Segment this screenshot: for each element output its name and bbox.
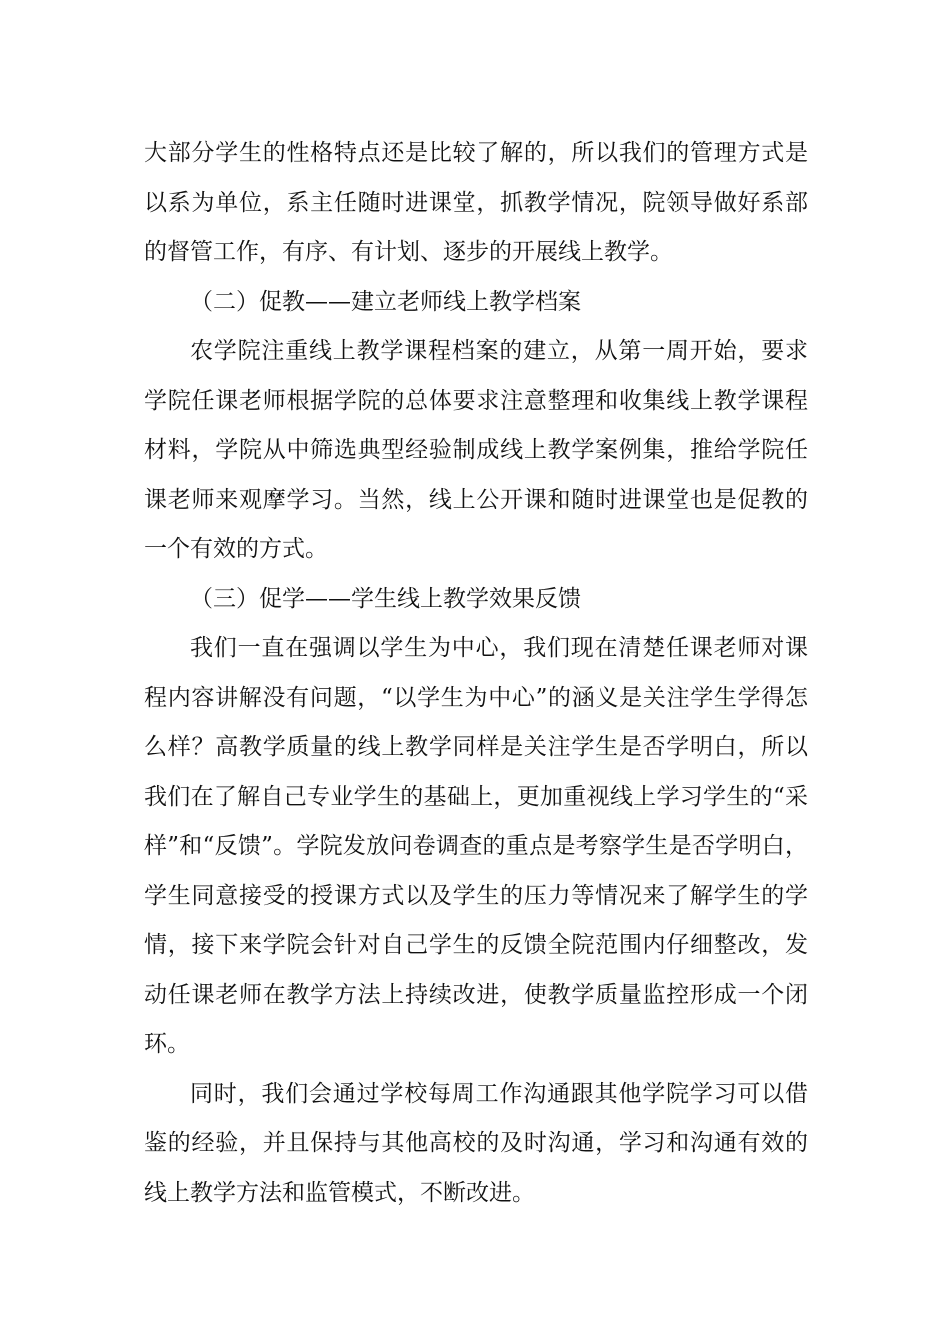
section-heading-learning: （三）促学——学生线上教学效果反馈 [190,585,581,612]
paragraph-student-feedback: 我们一直在强调以学生为中心，我们现在清楚任课老师对课程内容讲解没有问题，“以学生为中心”的涵义是关注学生学得怎么样？高教学质量的线上教学同样是关注学生是否学明白，所以我们在了解自己专业学生的基础上，更加重视线上学习学生的“采样”和“反馈”。学院发放问卷调查的重点是考察学生是否学明白，学生同意接受的授课方式以及学生的压力等情况来了解学生的学情，接下来学院会针对自己学生的反馈全院范围内仔细整改，发动任课老师在教学方法上持续改进，使教学质量监控形成一个闭环。 [144,635,808,1057]
section-heading-teaching: （二）促教——建立老师线上教学档案 [190,288,581,315]
paragraph-communication: 同时，我们会通过学校每周工作沟通跟其他学院学习可以借鉴的经验，并且保持与其他高校的及时沟通，学习和沟通有效的线上教学方法和监管模式，不断改进。 [144,1080,808,1206]
paragraph-continuation: 大部分学生的性格特点还是比较了解的，所以我们的管理方式是以系为单位，系主任随时进课堂，抓教学情况，院领导做好系部的督管工作，有序、有计划、逐步的开展线上教学。 [144,140,808,265]
paragraph-teaching-archive: 农学院注重线上教学课程档案的建立，从第一周开始，要求学院任课老师根据学院的总体要求注意整理和收集线上教学课程材料，学院从中筛选典型经验制成线上教学案例集，推给学院任课老师来观摩学习。当然，线上公开课和随时进课堂也是促教的一个有效的方式。 [144,338,808,562]
document-body [144,129,808,1218]
